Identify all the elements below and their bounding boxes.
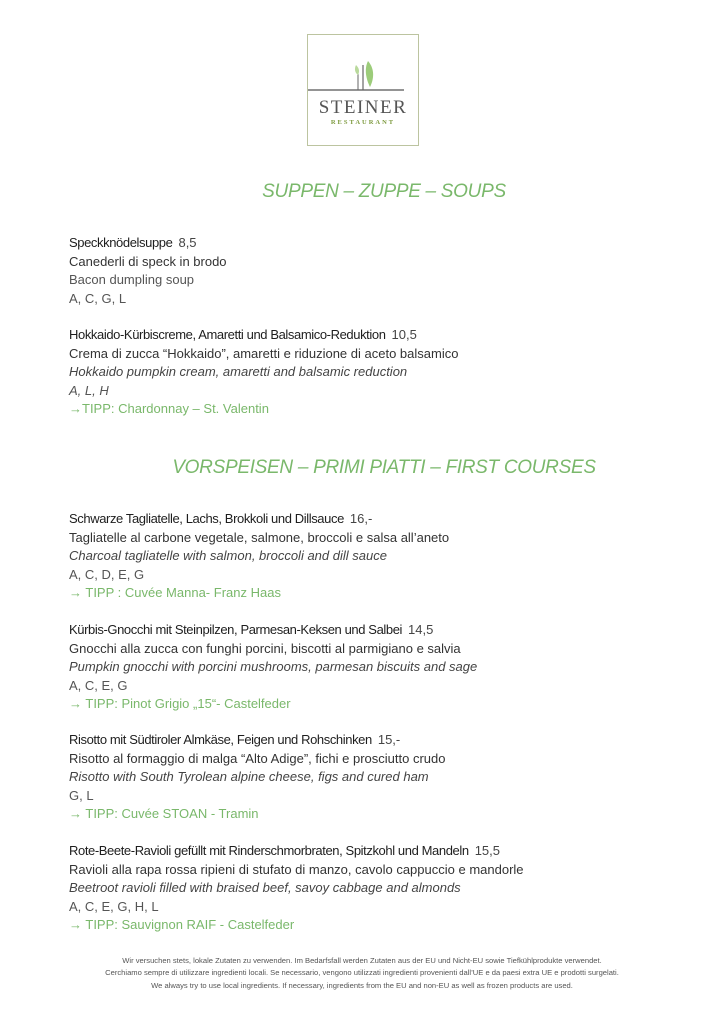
dish-name-en: Pumpkin gnocchi with porcini mushrooms, parmesan biscuits and sage [69, 659, 478, 674]
dish-name-line [69, 731, 445, 750]
footer-line-de: Wir versuchen stets, lokale Zutaten zu verwenden. Im Bedarfsfall werden Zutaten aus der EU und Nicht-EU sowie Tiefkühlprodukte verwendet. [122, 956, 602, 965]
dish-allergens: A, C, E, G, H, L [69, 898, 159, 914]
dish-price: 14,5 [408, 622, 434, 637]
dish-name-it: Gnocchi alla zucca con funghi porcini, biscotti al parmigiano e salvia [69, 640, 461, 656]
dish-name-line [69, 842, 524, 861]
dish-name-line [69, 510, 449, 529]
wine-tip: → TIPP: Sauvignon RAIF - Castelfeder [69, 917, 295, 932]
footer-note [0, 955, 724, 992]
dish-name-en: Hokkaido pumpkin cream, amaretti and balsamic reduction [69, 364, 408, 379]
menu-item [69, 510, 449, 603]
dish-name-it: Canederli di speck in brodo [69, 253, 227, 269]
wine-tip: → TIPP: Cuvée STOAN - Tramin [69, 806, 259, 821]
dish-name-it: Crema di zucca “Hokkaido”, amaretti e riduzione di aceto balsamico [69, 345, 459, 361]
dish-price: 8,5 [178, 235, 197, 250]
dish-price: 15,- [377, 732, 401, 747]
logo-subtitle: RESTAURANT [330, 119, 396, 126]
dish-name-en: Beetroot ravioli filled with braised beef, savoy cabbage and almonds [69, 880, 461, 895]
menu-item [69, 731, 445, 824]
dish-name-de: Risotto mit Südtiroler Almkäse, Feigen und Rohschinken [69, 732, 372, 747]
menu-item [69, 621, 477, 714]
dish-name-it: Tagliatelle al carbone vegetale, salmone, broccoli e salsa all’aneto [69, 529, 450, 545]
dish-price: 10,5 [391, 327, 417, 342]
wine-tip: →TIPP: Chardonnay – St. Valentin [69, 401, 269, 416]
section-title-first-courses: VORSPEISEN – PRIMI PIATTI – FIRST COURSES [172, 457, 596, 478]
dish-price: 15,5 [474, 843, 500, 858]
dish-name-de: Speckknödelsuppe [69, 235, 173, 250]
dish-name-line [69, 326, 458, 345]
dish-price: 16,- [349, 511, 373, 526]
footer-line-it: Cerchiamo sempre di utilizzare ingredienti locali. Se necessario, vengono utilizzati ingredienti provenienti dall’UE e da paesi extra UE e prodotti surgelati. [105, 968, 619, 978]
dish-name-de: Hokkaido-Kürbiscreme, Amaretti und Balsamico-Reduktion [69, 327, 386, 342]
dish-name-de: Kürbis-Gnocchi mit Steinpilzen, Parmesan-Keksen und Salbei [69, 622, 403, 637]
section-title-soups: SUPPEN – ZUPPE – SOUPS [262, 181, 506, 202]
menu-item [69, 842, 524, 935]
dish-allergens: A, C, D, E, G [69, 566, 145, 582]
dish-name-line [69, 234, 227, 253]
dish-allergens: A, L, H [69, 382, 109, 398]
menu-item [69, 234, 227, 308]
dish-name-it: Ravioli alla rapa rossa ripieni di stufato di manzo, cavolo cappuccio e mandorle [69, 861, 524, 877]
wine-tip: → TIPP : Cuvée Manna- Franz Haas [69, 585, 281, 600]
tree-icon [308, 35, 420, 147]
restaurant-logo [307, 34, 419, 146]
dish-name-en: Charcoal tagliatelle with salmon, broccoli and dill sauce [69, 548, 387, 563]
wine-tip: → TIPP: Pinot Grigio „15“- Castelfeder [69, 696, 291, 711]
dish-allergens: G, L [69, 787, 94, 803]
footer-line-en: We always try to use local ingredients. If necessary, ingredients from the EU and non-EU as well as frozen products are used. [151, 980, 573, 990]
dish-name-de: Schwarze Tagliatelle, Lachs, Brokkoli und Dillsauce [69, 511, 344, 526]
dish-name-it: Risotto al formaggio di malga “Alto Adige”, fichi e prosciutto crudo [69, 750, 446, 766]
menu-item [69, 326, 458, 419]
logo-name: STEINER [318, 97, 408, 118]
dish-name-de: Rote-Beete-Ravioli gefüllt mit Rinderschmorbraten, Spitzkohl und Mandeln [69, 843, 469, 858]
dish-allergens: A, C, E, G [69, 677, 128, 693]
dish-name-line [69, 621, 477, 640]
dish-allergens: A, C, G, L [69, 290, 127, 306]
dish-name-en: Bacon dumpling soup [69, 272, 195, 287]
dish-name-en: Risotto with South Tyrolean alpine cheese, figs and cured ham [69, 769, 429, 784]
